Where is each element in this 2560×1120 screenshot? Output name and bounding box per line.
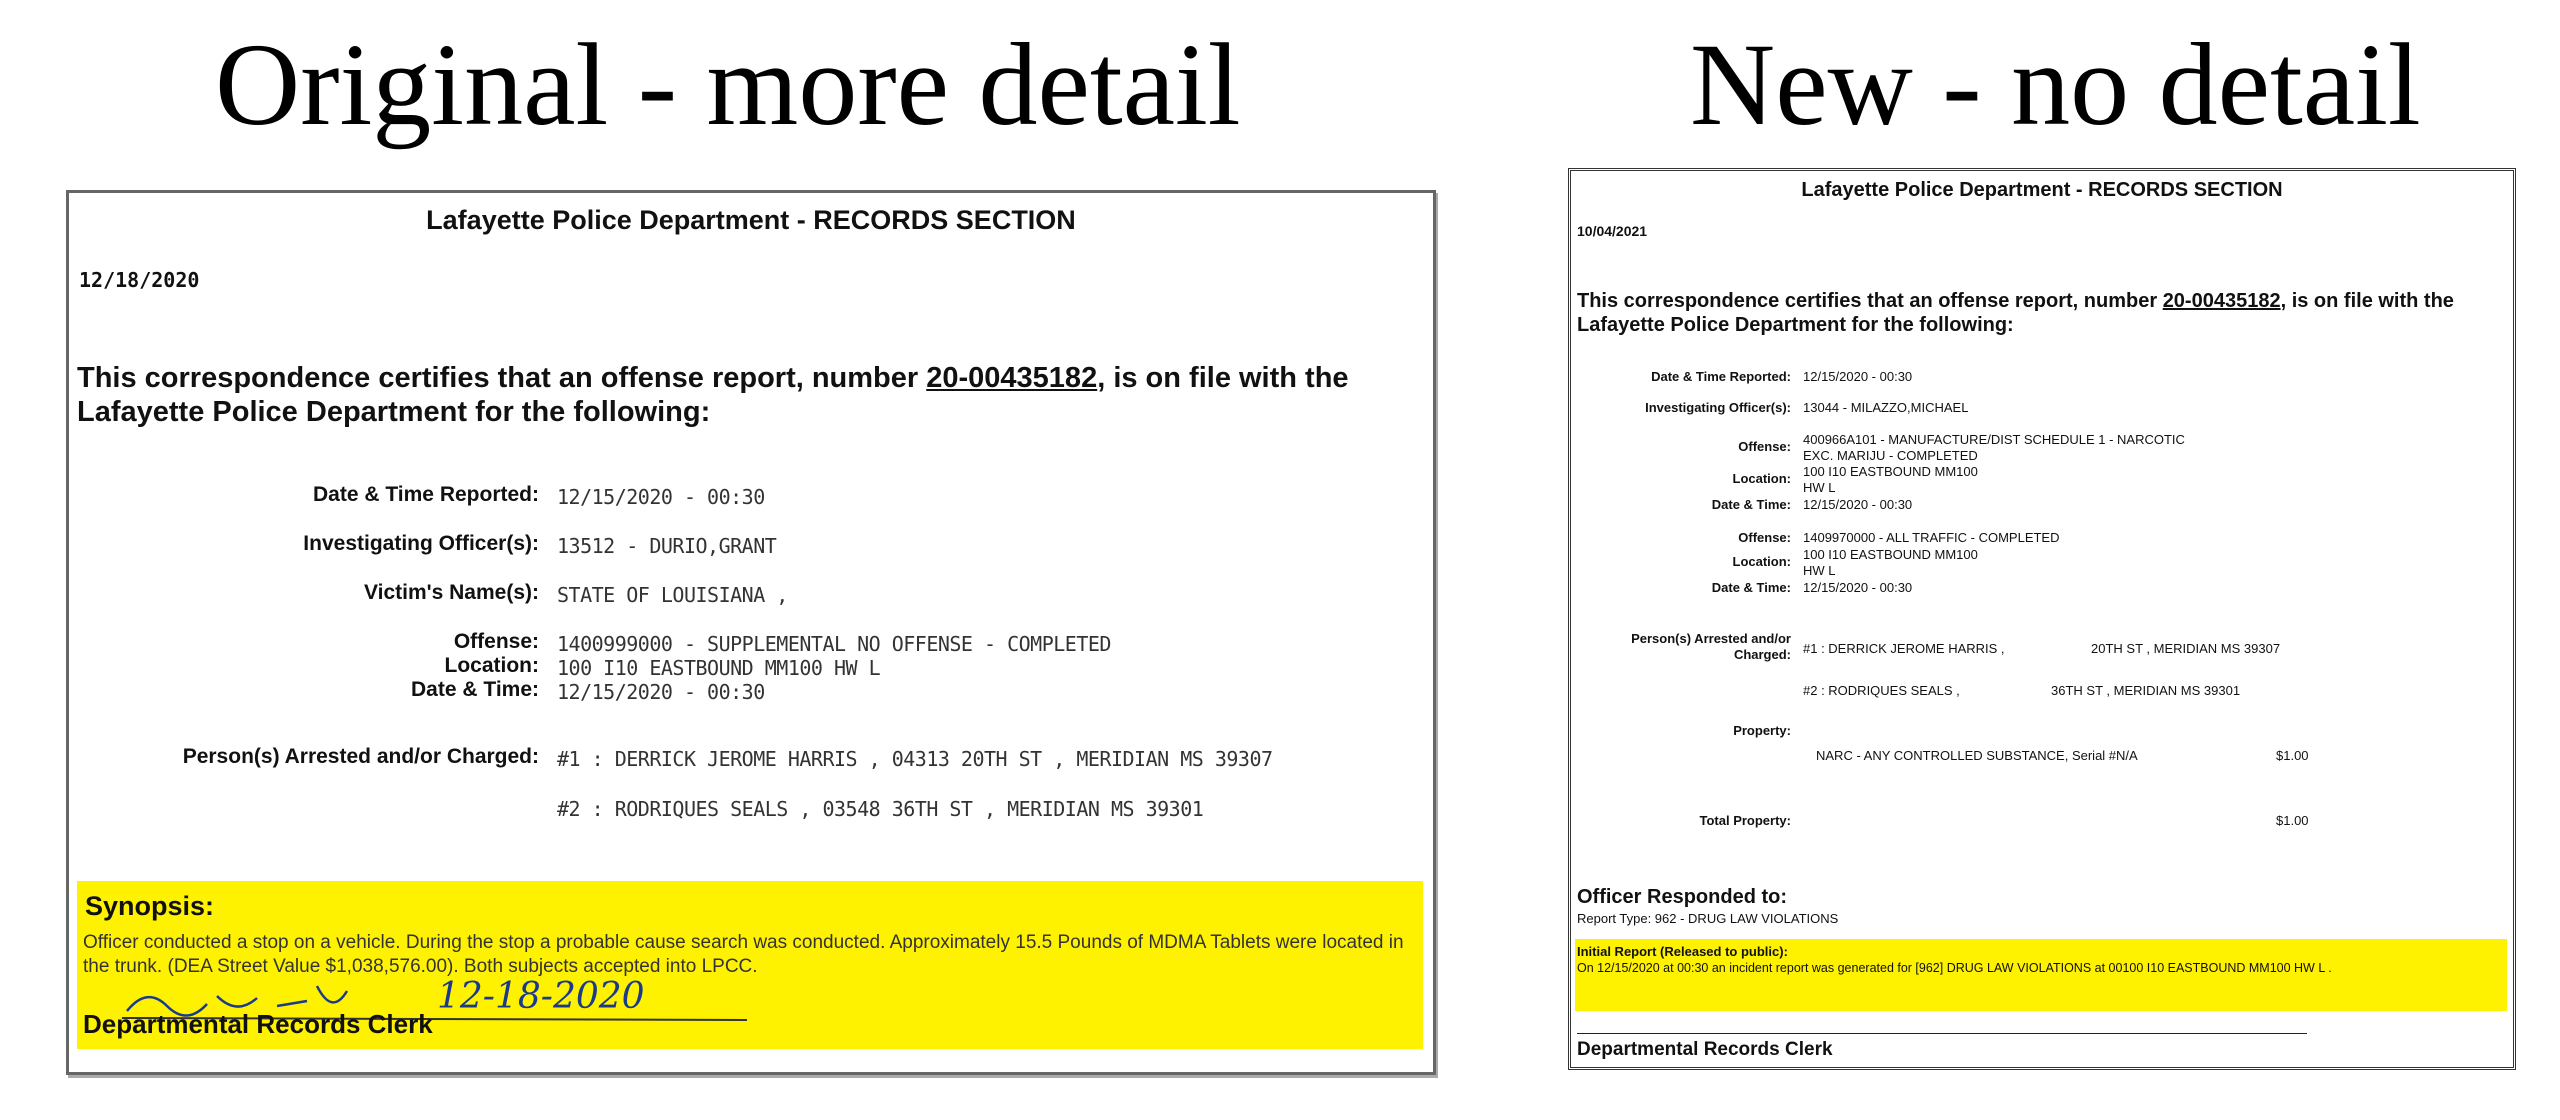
records-clerk-label: Departmental Records Clerk xyxy=(83,1009,433,1039)
date-time-2-label: Date & Time: xyxy=(1711,580,1791,595)
offense-value: 1400999000 - SUPPLEMENTAL NO OFFENSE - COMPLETED xyxy=(557,632,1111,656)
person-2-address: 36TH ST , MERIDIAN MS 39301 xyxy=(2051,683,2241,698)
date-time-2-value: 12/15/2020 - 00:30 xyxy=(1803,580,1913,595)
person-2: #2 : RODRIQUES SEALS , xyxy=(1803,683,1960,698)
original-date: 12/18/2020 xyxy=(79,268,200,292)
cert-text-pre: This correspondence certifies that an offense report, number xyxy=(77,362,927,394)
total-property-label: Total Property: xyxy=(1699,813,1791,828)
date-time-1-label: Date & Time: xyxy=(1711,497,1791,512)
initial-report-text: On 12/15/2020 at 00:30 an incident report was generated for [962] DRUG LAW VIOLATIONS at 00100 I10 EASTBOUND MM100 HW L . xyxy=(1577,961,2332,975)
report-number: 20-00435182 xyxy=(926,362,1098,394)
original-certification xyxy=(77,361,1427,429)
persons-label-line-a: Person(s) Arrested and/or xyxy=(1631,631,1791,646)
offense-label: Offense: xyxy=(453,630,539,653)
cert-text-post: , is on file with the Lafayette Police Department for the following: xyxy=(1577,290,2454,336)
original-document xyxy=(66,190,1436,1075)
property-amount: $1.00 xyxy=(2276,748,2309,763)
date-time-reported-label: Date & Time Reported: xyxy=(313,483,539,506)
report-type: Report Type: 962 - DRUG LAW VIOLATIONS xyxy=(1577,911,1839,926)
date-time-reported-label: Date & Time Reported: xyxy=(1651,369,1791,384)
persons-label-line-b: Charged: xyxy=(1733,647,1791,662)
victim-value: STATE OF LOUISIANA , xyxy=(557,583,788,607)
person-2: #2 : RODRIQUES SEALS , 03548 36TH ST , MERIDIAN MS 39301 xyxy=(557,797,1204,821)
synopsis-text: Officer conducted a stop on a vehicle. During the stop a probable cause search was conducted. Approximately 15.5 Pounds of MDMA Tablets were located in the trunk. (DEA Street Value $1,038,576.00). Both subjects accepted into LPCC. xyxy=(83,932,1404,977)
date-time-value: 12/15/2020 - 00:30 xyxy=(557,680,765,704)
date-time-1-value: 12/15/2020 - 00:30 xyxy=(1803,497,1913,512)
cert-text-pre: This correspondence certifies that an offense report, number xyxy=(1577,290,2163,312)
officer-responded-title: Officer Responded to: xyxy=(1577,886,1788,908)
original-title: Lafayette Police Department - RECORDS SECTION xyxy=(426,205,1076,235)
offense-1-line-b: EXC. MARIJU - COMPLETED xyxy=(1803,448,1978,463)
date-time-label: Date & Time: xyxy=(411,678,539,701)
signature-date: 12-18-2020 xyxy=(437,976,645,1017)
victim-label: Victim's Name(s): xyxy=(363,581,539,604)
synopsis-title: Synopsis: xyxy=(85,891,215,921)
new-title: Lafayette Police Department - RECORDS SECTION xyxy=(1801,179,2283,201)
new-date: 10/04/2021 xyxy=(1577,223,1648,239)
officer-value: 13044 - MILAZZO,MICHAEL xyxy=(1803,400,1969,415)
offense-1-value xyxy=(1803,432,2185,464)
location-value: 100 I10 EASTBOUND MM100 HW L xyxy=(557,656,881,680)
location-2-line-a: 100 I10 EASTBOUND MM100 xyxy=(1803,547,1978,562)
report-number: 20-00435182 xyxy=(2162,290,2281,312)
offense-1-line-a: 400966A101 - MANUFACTURE/DIST SCHEDULE 1 - NARCOTIC xyxy=(1803,432,2185,447)
location-1-line-a: 100 I10 EASTBOUND MM100 xyxy=(1803,464,1978,479)
location-2-label: Location: xyxy=(1732,554,1791,569)
total-property-amount: $1.00 xyxy=(2276,813,2309,828)
new-certification xyxy=(1577,289,2507,337)
location-1-value xyxy=(1803,464,1978,496)
synopsis-box xyxy=(77,881,1423,1049)
location-2-value xyxy=(1803,547,1978,579)
property-value: NARC - ANY CONTROLLED SUBSTANCE, Serial #N/A xyxy=(1816,748,2138,763)
location-label: Location: xyxy=(444,654,539,677)
cert-text-post: , is on file with the Lafayette Police Department for the following: xyxy=(77,362,1349,428)
offense-2-label: Offense: xyxy=(1738,530,1791,545)
date-time-reported-value: 12/15/2020 - 00:30 xyxy=(557,485,765,509)
original-heading: Original - more detail xyxy=(215,19,1241,150)
person-1-address: 20TH ST , MERIDIAN MS 39307 xyxy=(2091,641,2281,656)
signature-line xyxy=(1577,1033,2307,1034)
date-time-reported-value: 12/15/2020 - 00:30 xyxy=(1803,369,1913,384)
location-1-line-b: HW L xyxy=(1803,480,1836,495)
initial-report-box xyxy=(1575,939,2507,1011)
records-clerk-label: Departmental Records Clerk xyxy=(1577,1039,1833,1060)
new-heading: New - no detail xyxy=(1690,19,2421,150)
persons-label: Person(s) Arrested and/or Charged: xyxy=(182,745,539,768)
offense-2-value: 1409970000 - ALL TRAFFIC - COMPLETED xyxy=(1803,530,2060,545)
property-label: Property: xyxy=(1733,723,1791,738)
initial-report-title: Initial Report (Released to public): xyxy=(1577,944,1788,959)
person-1: #1 : DERRICK JEROME HARRIS , xyxy=(1803,641,2005,656)
location-1-label: Location: xyxy=(1732,471,1791,486)
officer-label: Investigating Officer(s): xyxy=(303,532,539,555)
officer-label: Investigating Officer(s): xyxy=(1645,400,1791,415)
persons-label xyxy=(1571,631,1791,663)
offense-1-label: Offense: xyxy=(1738,439,1791,454)
officer-value: 13512 - DURIO,GRANT xyxy=(557,534,777,558)
location-2-line-b: HW L xyxy=(1803,563,1836,578)
person-1: #1 : DERRICK JEROME HARRIS , 04313 20TH ST , MERIDIAN MS 39307 xyxy=(557,747,1273,771)
new-document xyxy=(1568,168,2516,1070)
